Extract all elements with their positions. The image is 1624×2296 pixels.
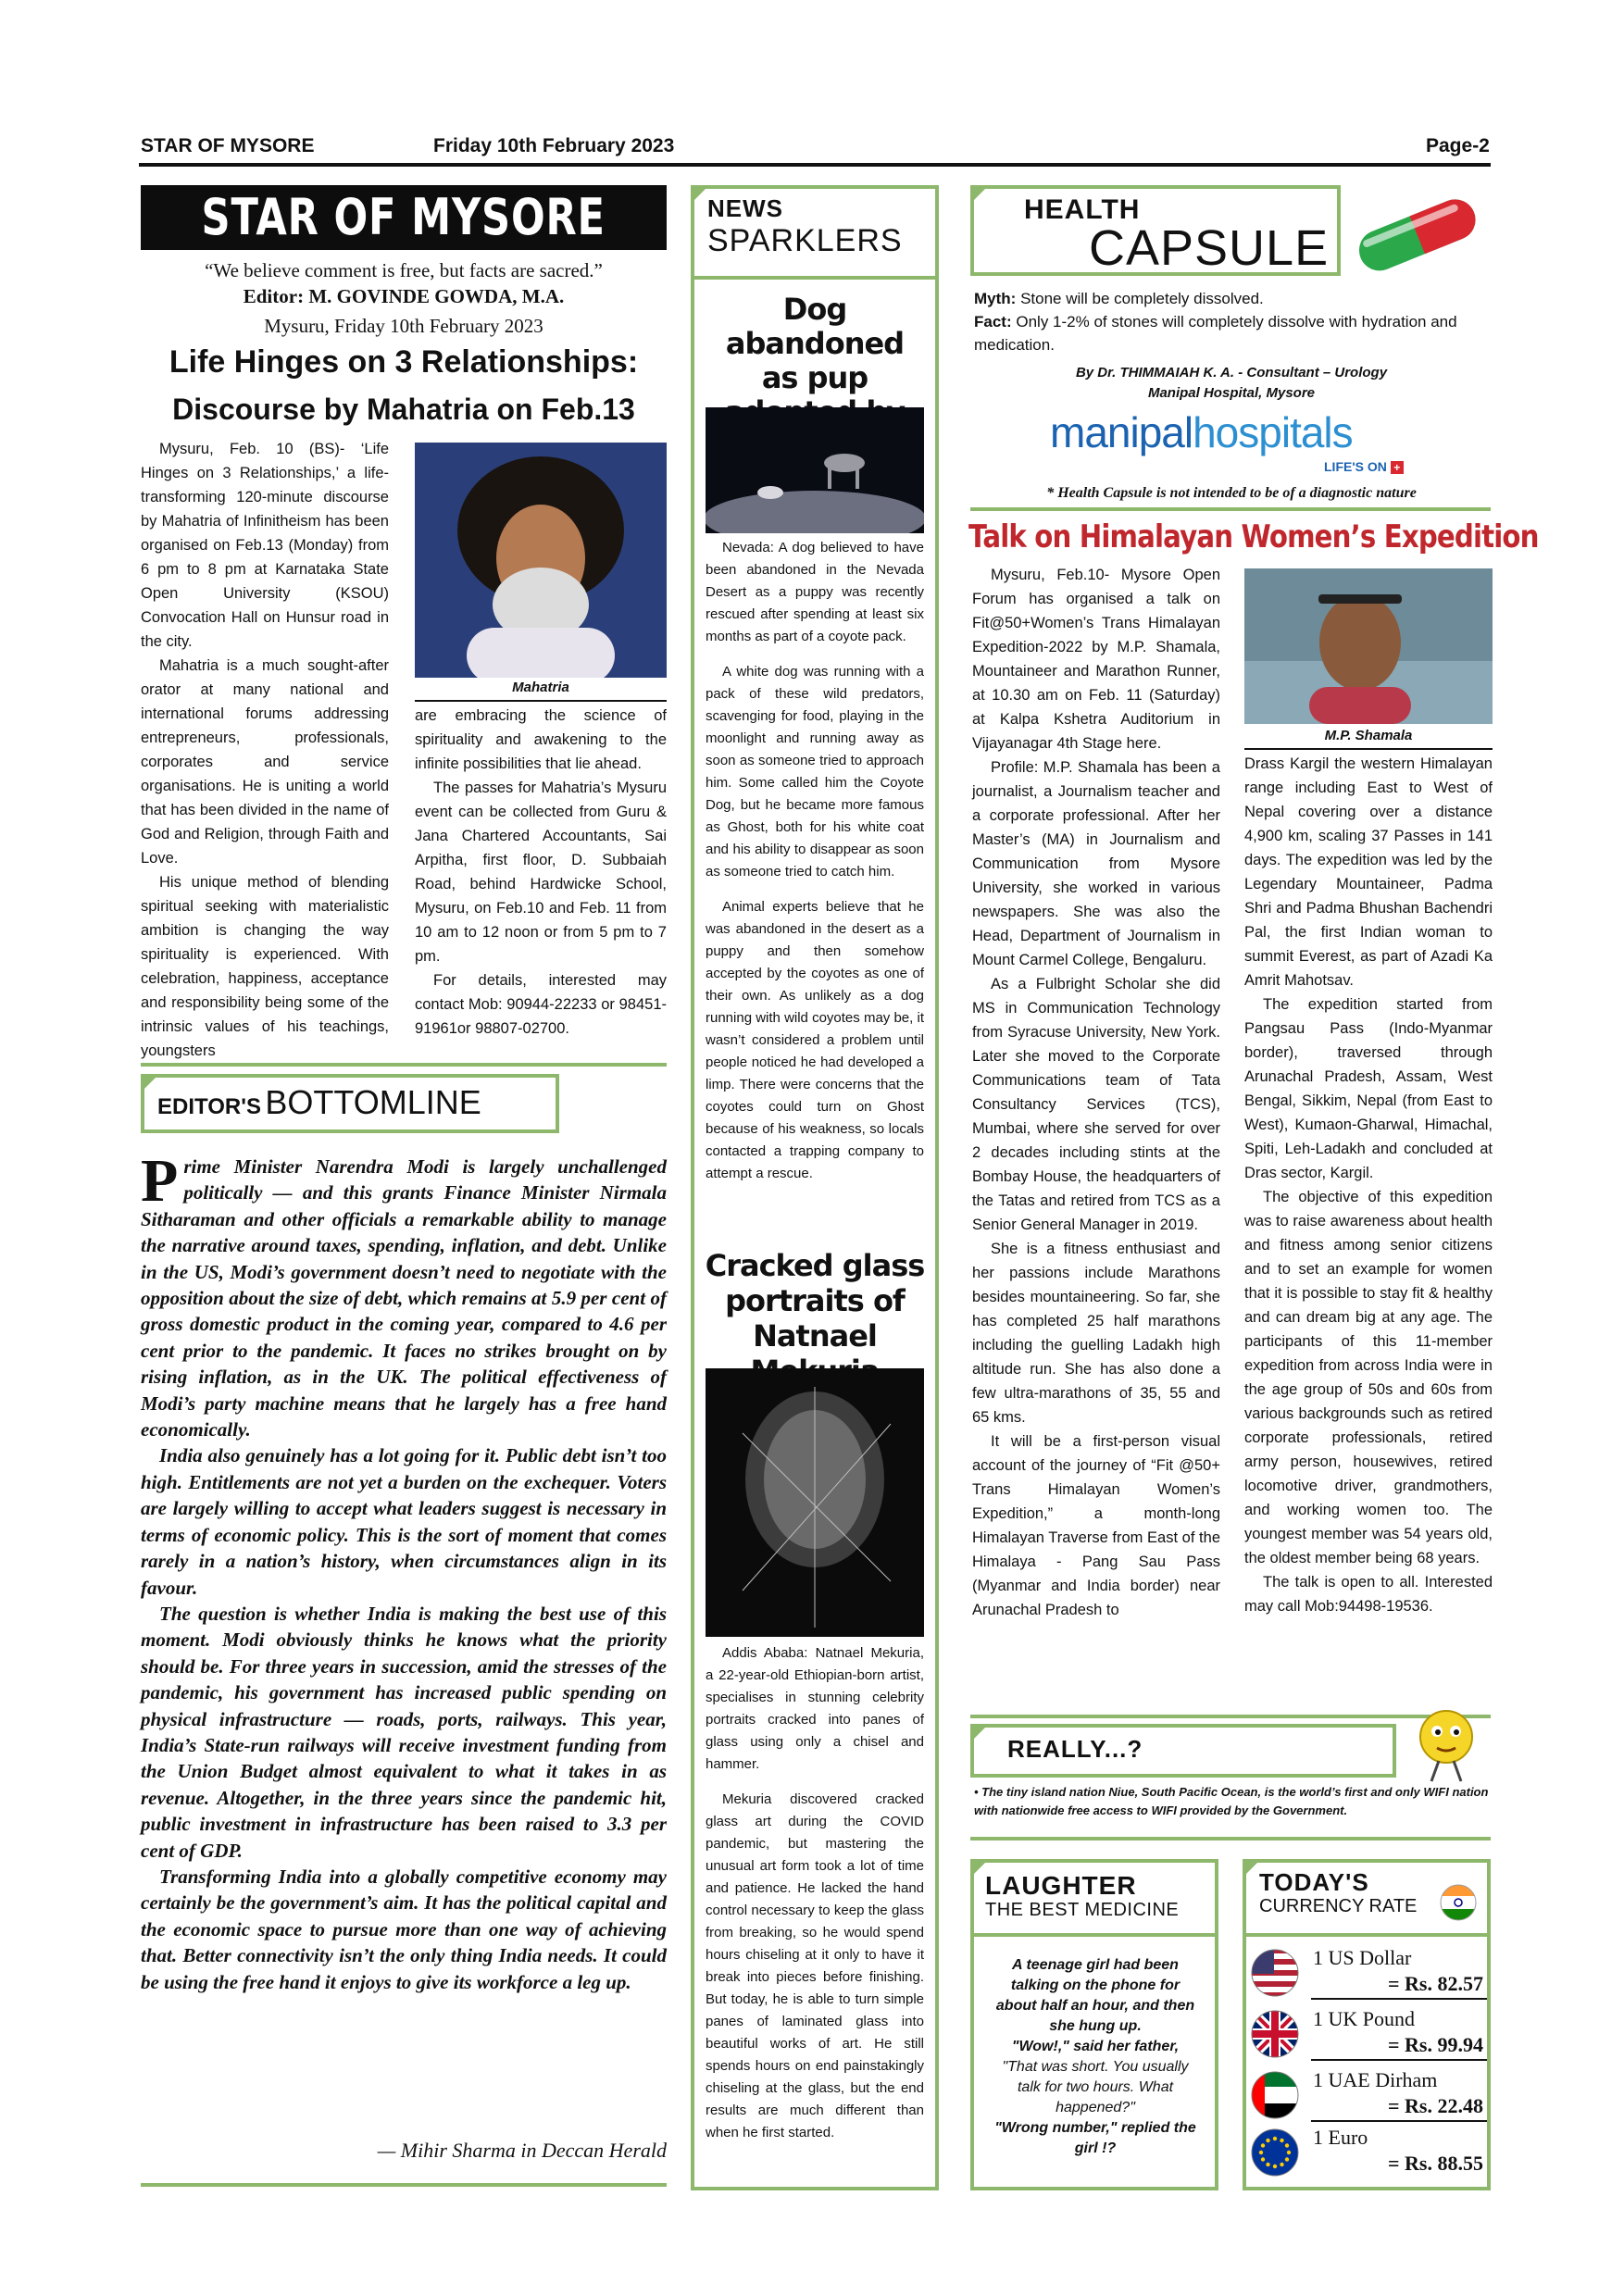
sparklers-label-light: SPARKLERS: [707, 223, 903, 258]
lead-left-column: [141, 437, 389, 1063]
glass-headline: Cracked glass portraits of Natnael: [705, 1248, 925, 1354]
masthead-motto: “We believe comment is free, but facts are sacred.”: [205, 259, 603, 281]
health-disclaimer: * Health Capsule is not intended to be of a diagnostic nature: [1046, 485, 1417, 501]
currency-row-aed: [1250, 2066, 1487, 2124]
health-box-corner: [970, 185, 989, 204]
laughter-joke: [991, 1955, 1200, 2159]
currency-value: = Rs. 99.94: [1388, 2033, 1483, 2056]
health-fact: Fact: Only 1-2% of stones will completely dissolve with hydration and medication.: [974, 313, 1457, 354]
lead-para: Mysuru, Feb. 10 (BS)- ‘Life Hinges on 3 Relationships,’ a life-transforming 120-minute discourse by Mahatria of Infinitheism has been organised on Feb.13 (Monday) from 6 pm to 8 pm at Karnataka State Open University (KSOU) Convocation Hall on Hunsur road in the city.: [141, 441, 389, 650]
masthead-editor: Editor: M. GOVINDE GOWDA, M.A.: [243, 285, 565, 307]
currency-label-bold: TODAY'S: [1259, 1868, 1369, 1896]
lead-para: are embracing the science of spirituality and awakening to the infinite possibilities that lie ahead.: [415, 707, 667, 772]
currency-name: 1 UK Pound: [1313, 2007, 1416, 2030]
eu-flag-icon: [1250, 2128, 1300, 2177]
header-page-number: Page-2: [1426, 135, 1490, 156]
laughter-box-corner: [970, 1859, 989, 1878]
dog-para: Nevada: A dog believed to have been abandoned in the Nevada Desert as a puppy was recently rescued after spending at least six months as part of a coyote pack.: [706, 540, 924, 644]
currency-name: 1 UAE Dirham: [1313, 2068, 1438, 2091]
editorial-body: [141, 1147, 667, 1995]
lead-headline-1: Life Hinges on 3 Relationships:: [169, 344, 639, 380]
currency-row-rule: [1311, 2120, 1487, 2122]
dog-headline: Dog abandoned as pup: [725, 292, 905, 395]
currency-row-eur: [1250, 2124, 1487, 2181]
currency-name: 1 Euro: [1313, 2126, 1368, 2149]
manipal-logo: [1050, 407, 1353, 457]
expedition-para: Drass Kargil the western Himalayan range including East to West of Nepal covering over a distance 4,900 km, scaling 37 Passes in 141 days. The expedition was led by the Legendary Mountaineer, Padma Shri and Padma Bhushan Bachendri Pal, the first Indian woman to summit Everest, as part of Azadi Ka Amrit Mahotsav.: [1244, 755, 1493, 989]
us-flag-icon: [1250, 1948, 1300, 1998]
joke-line: "Wow!," said her father,: [1011, 2039, 1180, 2054]
thinking-face-icon: [1404, 1700, 1489, 1785]
laughter-label-bold: LAUGHTER: [985, 1871, 1137, 1900]
header-rule: [139, 163, 1491, 167]
editorial-para: India also genuinely has a lot going for it. Public debt isn’t too high. Entitlements are not yet a burden on the exchequer. Voters are largely willing to accept what leaders suggest is necessary in terms of economic policy. This is the sort of moment that comes rarely in a nation’s history, when circumstances align in its favour.: [141, 1444, 667, 1599]
shamala-photo: [1244, 568, 1493, 724]
editorial-box-corner: [141, 1074, 159, 1092]
masthead-logo-text: STAR OF MYSORE: [201, 188, 606, 246]
expedition-para: As a Fulbright Scholar she did MS in Communication Technology from Syracuse University, New York. Later she moved to the Corporate Communications team of Tata Consultancy Services (TCS), Mumbai, where she served for over 2 decades including stints at the Bombay House, the headquarters of the Tatas and retired from TCS as a Senior General Manager in 2019.: [972, 976, 1220, 1233]
laughter-label-box: [970, 1859, 1218, 1937]
uk-flag-icon: [1250, 2009, 1300, 2059]
shamala-caption: M.P. Shamala: [1324, 728, 1413, 743]
expedition-para: Mysuru, Feb.10- Mysore Open Forum has organised a talk on Fit@50+Women’s Trans Himalayan Expedition-2022 by M.P. Shamala, Mountaineer and Marathon Runner, at 10.30 am on Feb. 11 (Saturday) at Kalpa Kshetra Auditorium in Vijayanagar 4th Stage here.: [972, 567, 1220, 752]
header-paper-name: STAR OF MYSORE: [141, 135, 315, 156]
editorial-bottom-rule: [141, 2183, 667, 2187]
health-label-box: [970, 185, 1341, 276]
editorial-para: Transforming India into a globally competitive economy may certainly be the government’s aim. It has the political capital and the economic space to pursue more than one way of achieving that. Better connectivity isn’t the only thing India needs. It could be using the free hand it enjoys to give its workforce a leg up.: [141, 1865, 667, 1993]
glass-portrait-image: [706, 1368, 924, 1637]
manipal-logo-a: manipal: [1050, 408, 1193, 456]
expedition-right-column: [1244, 752, 1493, 1618]
manipal-tagline: LIFE'S ON +: [1324, 459, 1404, 474]
expedition-headline: Talk on Himalayan Women’s Expedition: [968, 518, 1539, 555]
header-date: Friday 10th February 2023: [433, 135, 675, 156]
uae-flag-icon: [1250, 2070, 1300, 2120]
capsule-pill-icon: [1344, 189, 1489, 278]
mahatria-caption-rule: [415, 700, 667, 702]
really-label-box: [970, 1724, 1396, 1778]
health-myth: Myth: Stone will be completely dissolved.: [974, 290, 1264, 307]
glass-story-body: [706, 1642, 924, 2157]
expedition-para: She is a fitness enthusiast and her passions include Marathons besides mountaineering. So far, she has completed 25 half marathons including the guelling Ladakh high altitude run. She has also done a few ultra-marathons of 35, 55 and 65 kms.: [972, 1241, 1220, 1426]
currency-row-rule: [1311, 2059, 1487, 2061]
editorial-top-rule: [141, 1063, 667, 1067]
expedition-left-column: [972, 563, 1220, 1622]
health-byline-1: By Dr. THIMMAIAH K. A. - Consultant – Urology: [1075, 365, 1388, 381]
plus-icon: +: [1391, 461, 1404, 474]
expedition-para: The objective of this expedition was to raise awareness about health and fitness among senior citizens and to set an example for women that it is possible to stay fit & healthy and can dream big at any age. The participants of this 11-member expedition from across India were in the age group of 50s and 60s from various backgrounds such as retired corporate professionals, retired army person, housewives, retired locomotive driver, grandmothers, and working women too. The youngest member was 54 years old, the oldest member being 68 years.: [1244, 1189, 1493, 1566]
lead-para: His unique method of blending spiritual seeking with materialistic ambition is changing the way spirituality is experienced. With celebration, happiness, acceptance and responsibility being some of the intrinsic values of his teachings, youngsters: [141, 874, 389, 1059]
expedition-para: The expedition started from Pangsau Pass (Indo-Myanmar border), traversed through Arunachal Pradesh, Assam, West Bengal, Sikkim, Nepal (from East to West), Kumaon-Gharwal, Himachal, Spiti, Leh-Ladakh and concluded at Dras sector, Kargil.: [1244, 996, 1493, 1181]
currency-row-rule: [1311, 1998, 1487, 2000]
india-flag-icon: [1439, 1883, 1478, 1922]
sparklers-label-box: [691, 185, 939, 280]
sparklers-box-corner: [691, 185, 709, 204]
editorial-label-light: BOTTOMLINE: [265, 1083, 481, 1121]
expedition-para: The talk is open to all. Interested may call Mob:94498-19536.: [1244, 1574, 1493, 1615]
joke-line: A teenage girl had been talking on the phone for about half an hour, and then she hung up.: [995, 1957, 1195, 2034]
laughter-label-light: THE BEST MEDICINE: [985, 1900, 1180, 1920]
really-label: REALLY...?: [1007, 1735, 1143, 1763]
editorial-para: Prime Minister Narendra Modi is largely unchallenged politically — and this grants Finance Minister Nirmala Sitharaman and other officials a remarkable ability to manage the narrative around taxes, spending, inflation, and debt. Unlike in the US, Modi’s government doesn’t need to negotiate with the opposition about the size of debt, which remains at 5.9 per cent of gross domestic product in the coming year, compared to 4.6 per cent prior to the pandemic. It faces no strikes brought on by rising inflation, as in the UK. The political effectiveness of Modi’s party machine means that he largely has a free hand economically.: [141, 1147, 667, 1441]
editorial-label-box: [141, 1074, 559, 1133]
mahatria-photo: [415, 443, 667, 678]
editorial-para: The question is whether India is making the best use of this moment. Modi obviously thinks he knows what the priority should be. For three years in succession, amid the stresses of the pandemic, his government has increased public spending on physical infrastructure — roads, ports, railways. This year, India’s State-run railways will receive investment funding from the Union Budget almost equivalent to what it takes in as revenue. Altogether, in the three years since the pandemic hit, public investment in infrastructure has been raised to 3.3 per cent of GDP.: [141, 1602, 667, 1862]
mahatria-caption: Mahatria: [512, 680, 569, 695]
glass-para: Addis Ababa: Natnael Mekuria, a 22-year-old Ethiopian-born artist, specialises in stunning celebrity portraits cracked into panes of glass using only a chisel and hammer.: [706, 1645, 924, 1772]
lead-headline-2: Discourse by Mahatria on Feb.13: [172, 393, 635, 426]
currency-name: 1 US Dollar: [1313, 1946, 1412, 1969]
manipal-logo-b: hospitals: [1193, 408, 1353, 456]
really-text: • The tiny island nation Niue, South Pacific Ocean, is the world’s first and only WIFI nation with nationwide free access to WIFI provided by the Government.: [974, 1785, 1489, 1817]
glass-portrait-photo: [706, 1368, 924, 1637]
currency-box-corner: [1243, 1859, 1261, 1878]
lead-para: The passes for Mahatria’s Mysuru event can be collected from Guru & Jana Chartered Accountants, Sai Arpitha, first floor, D. Subbaiah Road, behind Hardwicke School, Mysuru, on Feb.10 and Feb. 11 from 10 am to 12 noon or from 5 pm to 7 pm.: [415, 780, 667, 965]
editorial-label-bold: EDITOR'S: [157, 1094, 261, 1119]
currency-label-light: CURRENCY RATE: [1259, 1896, 1418, 1916]
currency-row-gbp: [1250, 2005, 1487, 2063]
coyote-photo: [706, 407, 924, 533]
really-box-corner: [970, 1724, 989, 1742]
expedition-para: Profile: M.P. Shamala has been a journalist, a Journalism teacher and a corporate professional. After her Master’s (MA) in Journalism and Communication from Mysore University, she worked in various newspapers. She was also the Head, Department of Journalism in Mount Carmel College, Bengaluru.: [972, 759, 1220, 968]
shamala-portrait-image: [1244, 568, 1493, 724]
lead-para: Mahatria is a much sought-after orator at many national and international forums addressing entrepreneurs, professionals, corporates and service organisations. He is uniting a world that has been divided in the name of God and Religion, through Faith and Love.: [141, 657, 389, 867]
currency-value: = Rs. 82.57: [1388, 1972, 1483, 1995]
shamala-caption-rule: [1244, 748, 1493, 750]
currency-value: = Rs. 22.48: [1388, 2094, 1483, 2117]
health-label-bold: HEALTH: [1024, 194, 1141, 225]
sparklers-label-bold: NEWS: [707, 194, 783, 222]
really-bottom-rule: [970, 1837, 1491, 1841]
dog-para: Animal experts believe that he was abandoned in the desert as a puppy and then somehow accepted by the coyotes as one of their own. As unlikely as a dog running with wild coyotes may be, it wasn’t considered a problem until people noticed he had developed a limp. There were concerns that the coyotes could turn on Ghost because of his weakness, so locals contacted a trapping company to attempt a rescue.: [706, 899, 924, 1181]
lead-para: For details, interested may contact Mob: 90944-22233 or 98451-91961or 98807-02700.: [415, 972, 667, 1037]
joke-line: "That was short. You usually talk for two hours. What happened?": [1002, 2059, 1189, 2115]
lead-right-column: [415, 704, 667, 1041]
editorial-dropcap: P: [141, 1147, 179, 1215]
masthead-dateline: Mysuru, Friday 10th February 2023: [264, 315, 543, 337]
expedition-para: It will be a first-person visual account of the journey of “Fit @50+ Trans Himalayan Women’s Expedition,” a month-long Himalayan Traverse from East of the Himalaya - Pang Sau Pass (Myanmar and India border) near Arunachal Pradesh to: [972, 1433, 1220, 1618]
masthead-logo-bar: [141, 185, 667, 250]
mahatria-portrait-image: [415, 443, 667, 678]
coyote-image: [706, 407, 924, 533]
dog-story-body: [706, 537, 924, 1198]
glass-para: Mekuria discovered cracked glass art during the COVID pandemic, but mastering the unusual art form took a lot of time and patience. He lacked the hand control necessary to keep the glass from breaking, so he would spend hours chiseling at it only to have it break into pieces before finishing. But today, he is able to turn simple panes of laminated glass into beautiful works of art. He still spends hours on end painstakingly chiseling at the glass, but the end results are much different than when he first started.: [706, 1791, 924, 2140]
health-bottom-rule: [970, 507, 1491, 511]
joke-line: "Wrong number," replied the girl !?: [994, 2120, 1196, 2156]
health-byline-2: Manipal Hospital, Mysore: [1147, 385, 1316, 401]
currency-value: = Rs. 88.55: [1388, 2152, 1483, 2175]
currency-row-usd: [1250, 1944, 1487, 2002]
health-label-light: CAPSULE: [1089, 220, 1330, 276]
editorial-credit: — Mihir Sharma in Deccan Herald: [377, 2139, 667, 2162]
dog-para: A white dog was running with a pack of these wild predators, scavenging for food, playing in the moonlight and running away as soon as someone tried to approach him. Some called him the Coyote Dog, but he became more famous as Ghost, both for his white coat and his ability to disappear as soon as someone tried to catch him.: [706, 664, 924, 880]
